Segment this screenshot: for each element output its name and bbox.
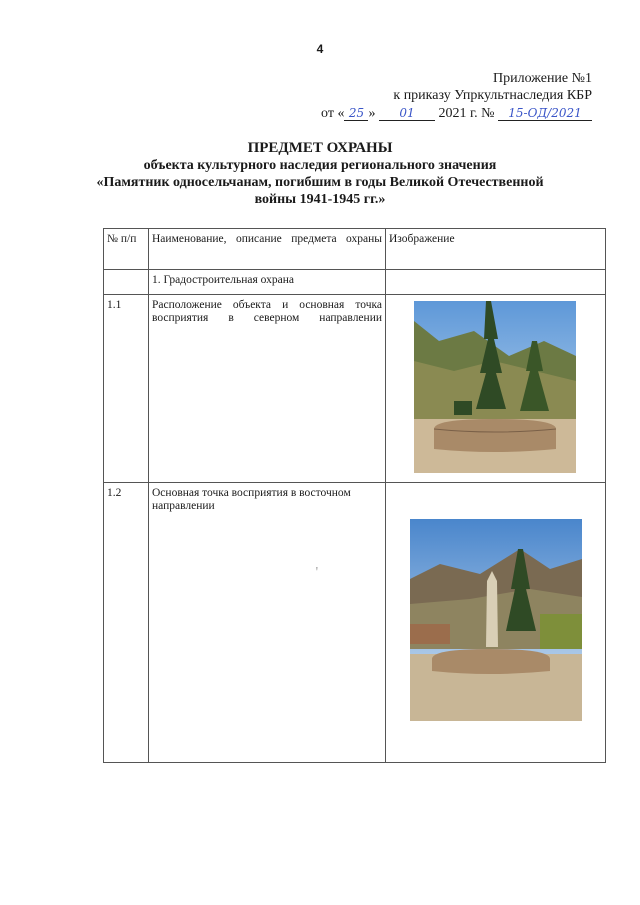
- title-line-2: «Памятник односельчанам, погибшим в годы Великой Отечественной: [96, 175, 544, 190]
- row-image-cell: [386, 295, 606, 483]
- row-description: Основная точка восприятия в восточном направлении: [149, 483, 386, 763]
- appendix-title: Приложение №1: [493, 71, 592, 86]
- date-month: 01: [379, 107, 435, 121]
- table-row: [104, 483, 606, 763]
- date-year: 2021 г. №: [438, 106, 495, 121]
- doc-number: 15-ОД/2021: [498, 107, 592, 121]
- table-header-row: [104, 229, 606, 270]
- document-title: ПРЕДМЕТ ОХРАНЫ: [247, 140, 393, 156]
- row-description: Расположение объекта и основная точка восприятия в северном направлении: [149, 295, 386, 483]
- table-row: [104, 295, 606, 483]
- monument-photo-north: [414, 301, 576, 473]
- title-line-3: войны 1941-1945 гг.»: [254, 192, 386, 207]
- date-day: 25: [344, 107, 368, 121]
- page-number: 4: [316, 42, 324, 56]
- row-num: 1.1: [104, 295, 149, 483]
- title-line-1: объекта культурного наследия регионального значения: [143, 158, 497, 173]
- section-num-cell: [104, 270, 149, 295]
- pen-mark: ꞌ: [316, 566, 318, 577]
- row-num: 1.2: [104, 483, 149, 763]
- protection-table: [103, 228, 606, 763]
- row-image-cell: [386, 483, 606, 763]
- appendix-date-line: [232, 106, 592, 122]
- section-row: [104, 270, 606, 295]
- header-name: Наименование, описание предмета охраны: [149, 229, 386, 270]
- date-prefix: от «: [321, 106, 345, 121]
- header-num: № п/п: [104, 229, 149, 270]
- section-image-cell: [386, 270, 606, 295]
- date-mid: »: [368, 106, 376, 121]
- document-title-block: [60, 140, 580, 208]
- section-title: 1. Градостроительная охрана: [149, 270, 386, 295]
- appendix-order: к приказу Упркультнаследия КБР: [393, 88, 592, 103]
- monument-photo-east: [410, 519, 582, 721]
- header-image: Изображение: [386, 229, 606, 270]
